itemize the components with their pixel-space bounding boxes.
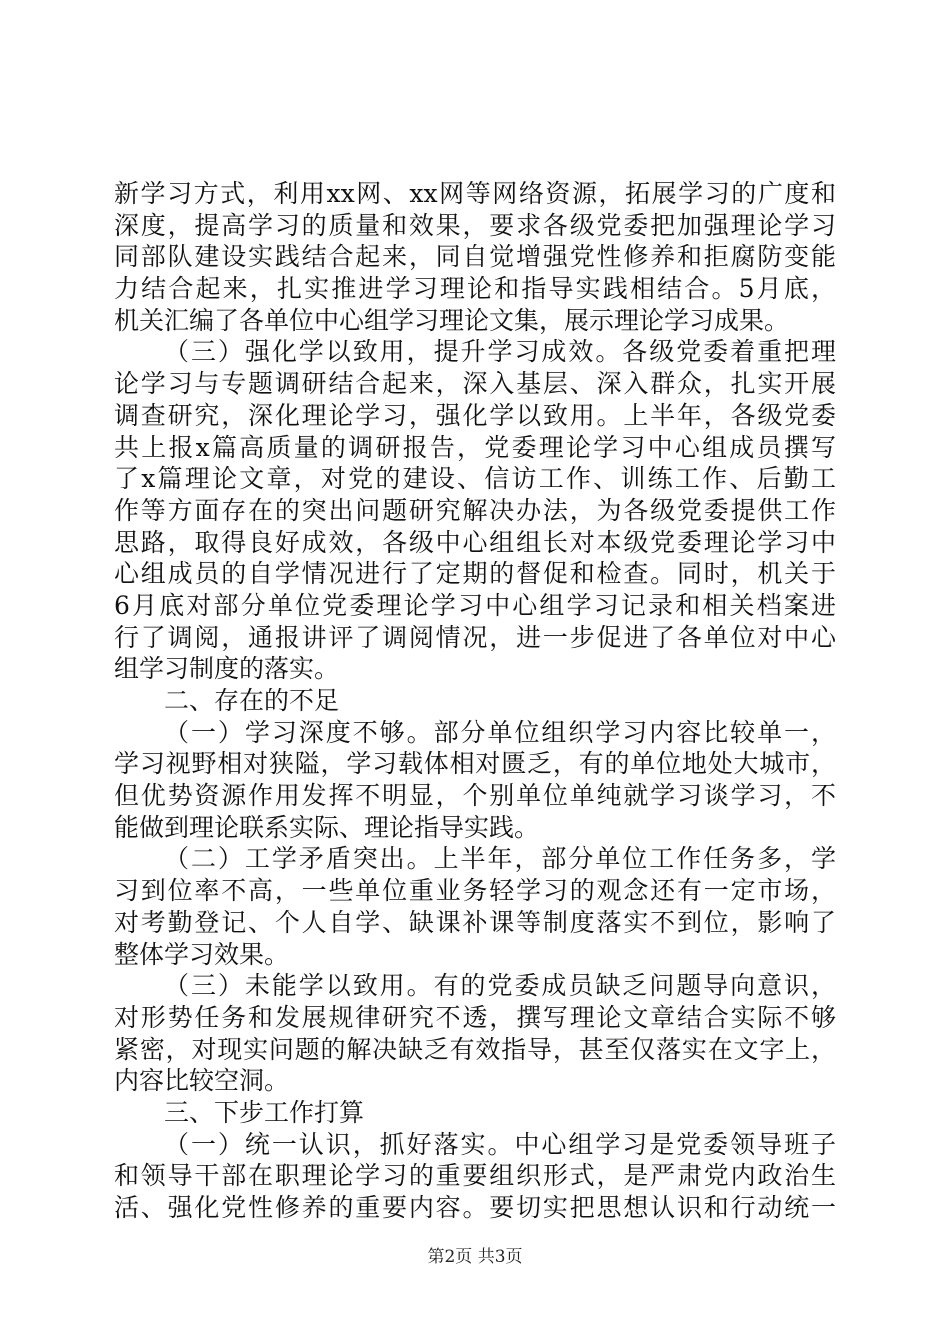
section-heading: 二、存在的不足 — [164, 686, 340, 715]
text-line: 对考勤登记、个人自学、缺课补课等制度落实不到位，影响了 — [114, 907, 836, 937]
text-line: 行了调阅，通报讲评了调阅情况，进一步促进了各单位对中心 — [114, 622, 836, 652]
text-line: 组学习制度的落实。 — [114, 654, 340, 684]
text-line: 活、强化党性修养的重要内容。要切实把思想认识和行动统一 — [114, 1193, 836, 1222]
text-line: 了x篇理论文章，对党的建设、信访工作、训练工作、后勤工 — [114, 464, 836, 494]
text-line: 同部队建设实践结合起来，同自觉增强党性修养和拒腐防变能 — [114, 242, 836, 272]
text-line: 心组成员的自学情况进行了定期的督促和检查。同时，机关于 — [114, 559, 836, 589]
section-heading: 三、下步工作打算 — [164, 1097, 365, 1127]
text-line: 共上报x篇高质量的调研报告，党委理论学习中心组成员撰写 — [114, 432, 836, 462]
text-line: （一）统一认识，抓好落实。中心组学习是党委领导班子 — [164, 1129, 836, 1159]
text-line: 学习视野相对狭隘，学习载体相对匮乏，有的单位地处大城市， — [114, 749, 836, 779]
text-line: 对形势任务和发展规律研究不透，撰写理论文章结合实际不够 — [114, 1002, 836, 1032]
text-line: 整体学习效果。 — [114, 939, 290, 969]
text-line: （二）工学矛盾突出。上半年，部分单位工作任务多，学 — [164, 844, 836, 874]
page-footer: 第2页 共3页 — [427, 1247, 523, 1267]
text-line: 机关汇编了各单位中心组学习理论文集，展示理论学习成果。 — [114, 305, 790, 335]
text-line: 作等方面存在的突出问题研究解决办法，为各级党委提供工作 — [114, 495, 836, 525]
text-line: （三）未能学以致用。有的党委成员缺乏问题导向意识， — [164, 971, 836, 1001]
text-line: 深度，提高学习的质量和效果，要求各级党委把加强理论学习 — [114, 210, 836, 240]
text-line: 力结合起来，扎实推进学习理论和指导实践相结合。5月底， — [114, 274, 836, 304]
text-line: 内容比较空洞。 — [114, 1066, 290, 1096]
text-line: 但优势资源作用发挥不明显，个别单位单纯就学习谈学习，不 — [114, 781, 836, 811]
text-line: （三）强化学以致用，提升学习成效。各级党委着重把理 — [164, 337, 836, 367]
text-line: 习到位率不高，一些单位重业务轻学习的观念还有一定市场， — [114, 876, 836, 906]
text-line: 能做到理论联系实际、理论指导实践。 — [114, 812, 540, 842]
text-line: （一）学习深度不够。部分单位组织学习内容比较单一， — [164, 717, 836, 747]
text-line: 论学习与专题调研结合起来，深入基层、深入群众，扎实开展 — [114, 369, 836, 399]
text-line: 和领导干部在职理论学习的重要组织形式，是严肃党内政治生 — [114, 1161, 836, 1191]
text-line: 6月底对部分单位党委理论学习中心组学习记录和相关档案进 — [114, 590, 836, 620]
text-line: 调查研究，深化理论学习，强化学以致用。上半年，各级党委 — [114, 400, 836, 430]
text-line: 新学习方式，利用xx网、xx网等网络资源，拓展学习的广度和 — [114, 179, 836, 208]
document-body — [114, 178, 836, 1224]
text-line: 思路，取得良好成效，各级中心组组长对本级党委理论学习中 — [114, 527, 836, 557]
text-line: 紧密，对现实问题的解决缺乏有效指导，甚至仅落实在文字上， — [114, 1034, 836, 1064]
